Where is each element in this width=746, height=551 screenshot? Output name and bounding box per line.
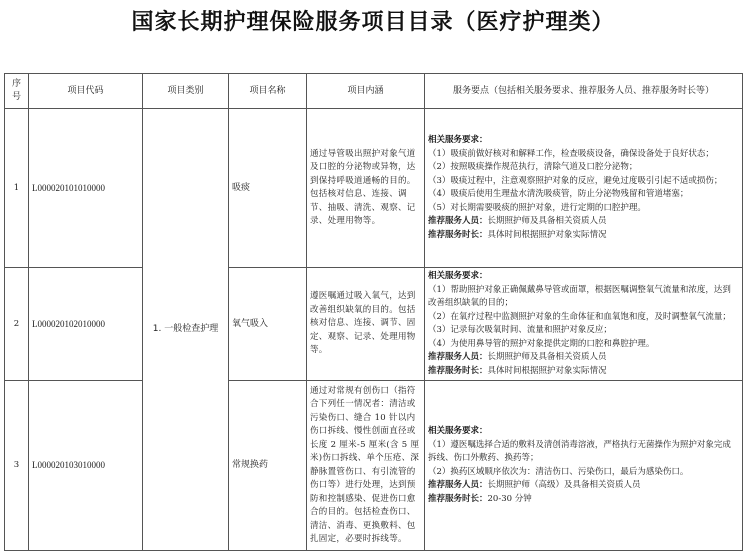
header-no: 序号 — [5, 74, 29, 109]
header-description: 项目内涵 — [307, 74, 425, 109]
row-service-points — [425, 109, 743, 268]
row-service-points — [425, 381, 743, 551]
requirement-line: （1）帮助照护对象正确佩戴鼻导管或面罩，根据医嘱调整氧气流量和浓度，达到改善组织缺氧的目的； — [428, 284, 731, 308]
row-name: 吸痰 — [229, 109, 307, 268]
requirement-line: （3）记录每次吸氧时间、流量和照护对象反应； — [428, 325, 612, 335]
row-code: L000020102010000 — [29, 268, 143, 381]
row-name: 氧气吸入 — [229, 268, 307, 381]
staff-label: 推荐服务人员： — [428, 480, 488, 490]
staff-label: 推荐服务人员： — [428, 352, 488, 362]
time-label: 推荐服务时长： — [428, 229, 488, 240]
row-code: L000020103010000 — [29, 381, 143, 551]
time-value: 具体时间根据照护对象实际情况 — [487, 365, 607, 376]
row-no: 3 — [5, 381, 29, 551]
row-code: L000020101010000 — [29, 109, 143, 268]
requirements-label: 相关服务要求： — [428, 135, 488, 145]
requirement-line: （1）吸痰前做好核对和解释工作，检查吸痰设备，确保设备处于良好状态； — [428, 148, 714, 159]
row-name: 常规换药 — [229, 381, 307, 551]
table-row — [5, 268, 743, 381]
page-title: 国家长期护理保险服务项目目录（医疗护理类） — [131, 9, 615, 35]
staff-value: 长期照护师（高级）及具备相关资质人员 — [487, 480, 641, 490]
requirement-line: （4）为使用鼻导管的照护对象提供定期的口腔和鼻腔护理。 — [428, 338, 655, 349]
header-service-points: 服务要点（包括相关服务要求、推荐服务人员、推荐服务时长等） — [425, 74, 743, 109]
requirement-line: （2）在氧疗过程中监测照护对象的生命体征和血氧饱和度，及时调整氧气流量； — [428, 311, 731, 322]
time-value: 具体时间根据照护对象实际情况 — [487, 229, 607, 240]
table-header-row — [5, 74, 743, 109]
requirements-label: 相关服务要求： — [428, 271, 488, 281]
requirement-line: （4）吸痰后使用生理盐水清洗吸痰管，防止分泌物残留和管道堵塞； — [428, 189, 689, 199]
table-row — [5, 381, 743, 551]
row-description: 通过对常规有创伤口（指符合下列任一情况者：清洁或污染伤口、缝合 10 针以内伤口拆线、慢性创面直径或长度 2 厘米-5 厘米(含 5 厘米)伤口拆线、单个压疮、深静脉置管伤口、有引流管的伤口等）进行处理，达到预防和控制感染、促进伤口愈合的目的。包括检查伤口、清洁、消毒、更换敷料、包扎固定，必要时拆线等。 — [307, 381, 425, 551]
row-description: 遵医嘱通过吸入氧气，达到改善组织缺氧的目的。包括核对信息、连接、调节、固定、观察、记录、处理用物等。 — [307, 268, 425, 381]
header-code: 项目代码 — [29, 74, 143, 109]
staff-value: 长期照护师及具备相关资质人员 — [487, 352, 607, 362]
time-label: 推荐服务时长： — [428, 493, 488, 504]
row-description: 通过导管吸出照护对象气道及口腔的分泌物或异物，达到保持呼吸道通畅的目的。包括核对信息、连接、调节、抽吸、清洗、观察、记录、处理用物等。 — [307, 109, 425, 268]
staff-label: 推荐服务人员： — [428, 216, 488, 226]
requirements-label: 相关服务要求： — [428, 426, 488, 436]
row-service-points — [425, 268, 743, 381]
header-name: 项目名称 — [229, 74, 307, 109]
table-row — [5, 109, 743, 268]
requirement-line: （3）吸痰过程中，注意观察照护对象的反应，避免过度吸引引起不适或损伤； — [428, 175, 723, 186]
time-value: 20-30 分钟 — [487, 493, 532, 504]
requirement-line: （2）换药区域顺序依次为：清洁伤口、污染伤口，最后为感染伤口。 — [428, 466, 689, 477]
requirement-line: （1）遵医嘱选择合适的敷料及清创消毒溶液，严格执行无菌操作为照护对象完成拆线、伤口外敷药、换药等； — [428, 439, 731, 463]
requirement-line: （2）按照吸痰操作规范执行，清除气道及口腔分泌物； — [428, 162, 638, 172]
row-no: 2 — [5, 268, 29, 381]
staff-value: 长期照护师及具备相关资质人员 — [487, 216, 607, 226]
row-no: 1 — [5, 109, 29, 268]
requirement-line: （5）对长期需要吸痰的照护对象，进行定期的口腔护理。 — [428, 202, 646, 213]
row-category: 1. 一般检查护理 — [143, 109, 229, 551]
header-category: 项目类别 — [143, 74, 229, 109]
time-label: 推荐服务时长： — [428, 365, 488, 376]
service-catalog-table — [4, 73, 743, 551]
